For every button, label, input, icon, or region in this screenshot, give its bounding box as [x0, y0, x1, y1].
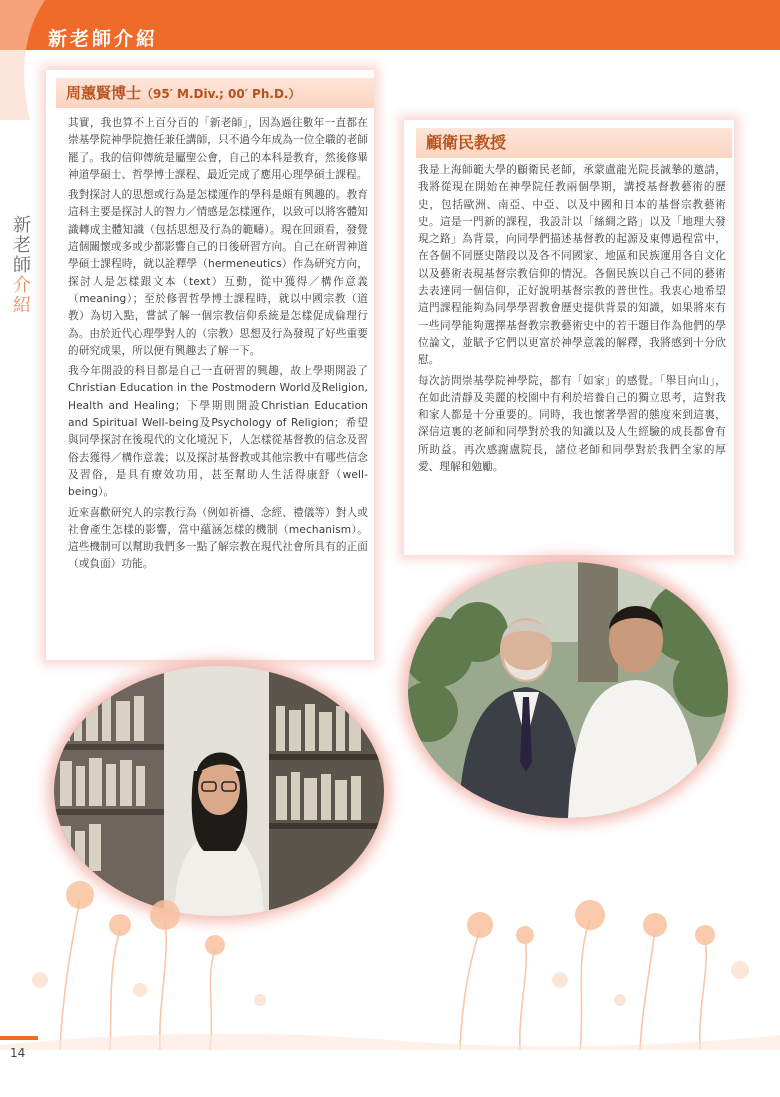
left-paragraph-3: 我今年開設的科目都是自己一直研習的興趣，故上學期開設了Christian Education in the Postmodern World及Religion, Health and Healing；下學期則開設Christian Education and Spiritual Well-being及Psychology of Religion；希望與同學探討在後現代的文化境況下，人怎樣從基督教的信念及習俗去獲得／構作意義；以及探討基督教或其他宗教中有哪些信念及習俗，是具有療效功用，甚至幫助人生活得康舒（well-being）。 — [68, 365, 368, 499]
left-paragraph-2: 我對探討人的思想或行為是怎樣運作的學科是頗有興趣的。教育這科主要是探討人的智力／情感是怎樣運作，以致可以將客體知識轉成主體知識（包括思想及行為的範疇）。現在回頭看，發覺這個關懷或多或少都影響自己的日後研習方向。自己在研習神道學碩士課程時，就以詮釋學（hermeneutics）作為研究方向，探討人是怎樣跟文本（text）互動，從中獲得／構作意義（meaning）；至於修習哲學博士課程時，就以中國宗教（道教）為切入點，嘗試了解一個宗教信仰系統是怎樣促成倫理行為。由於近代心理學對人的（宗教）思想及行為發現了好些重要的研究成果，所以便有興趣去了解一下。 — [68, 189, 368, 357]
left-profile-title — [56, 78, 374, 108]
left-paragraph-4: 近來喜歡研究人的宗教行為（例如祈禱、念經、禮儀等）對人或社會產生怎樣的影響，當中蘊涵怎樣的機制（mechanism）。這些機制可以幫助我們多一點了解宗教在現代社會所具有的正面（或負面）功能。 — [68, 506, 368, 571]
page-number-bar — [0, 1036, 38, 1040]
right-profile-body — [418, 162, 726, 479]
left-profile-body — [68, 115, 368, 577]
left-profile-degrees: （95′ M.Div.; 00′ Ph.D.） — [141, 87, 301, 101]
right-paragraph-1: 我是上海師範大學的顧衛民老師，承蒙盧龍光院長誠摯的邀請，我將從現在開始在神學院任教兩個學期，講授基督教藝術的歷史，包括歐洲、南亞、中亞、以及中國和日本的基督宗教藝術史。這是一門新的課程，我設計以「絲綢之路」以及「地理大發現之路」為背景，向同學們描述基督教的起源及東傳過程當中，在各個不同歷史階段以及各不同國家、地區和民族運用各自文化以及藝術表現基督宗教信仰的情況。各個民族以自己不同的藝術去表達同一個信仰，正好說明基督宗教的普世性。我衷心地希望這門課程能夠為同學學習教會歷史提供背景的知識，如果將來有一些同學能夠選擇基督教宗教藝術史中的若干題目作為他們的學位論文，並賦予它們以更富於神學意義的解釋，我將感到十分欣慰。 — [418, 164, 726, 367]
side-label — [10, 215, 32, 315]
left-profile-card — [46, 70, 374, 660]
right-profile-name: 顧衛民教授 — [426, 133, 507, 152]
right-profile-card — [404, 120, 734, 555]
side-label-light: 介紹 — [10, 275, 31, 315]
right-profile-title — [416, 128, 732, 158]
side-label-dark: 新老師 — [10, 215, 31, 275]
left-paragraph-1: 其實，我也算不上百分百的「新老師」，因為過往數年一直都在崇基學院神學院擔任兼任講師，只不過今年成為一位全職的老師罷了。我的信仰傳統是屬聖公會，自己的本科是教育，然後修畢神道學碩士、哲學博士課程、最近完成了應用心理學碩士課程。 — [68, 117, 368, 181]
floral-background-decoration — [0, 830, 780, 1050]
page-number: 14 — [10, 1046, 26, 1060]
section-title: 新老師介紹 — [48, 28, 159, 50]
two-teachers-photo — [408, 562, 728, 818]
left-profile-name: 周蕙賢博士 — [66, 84, 142, 102]
right-paragraph-2: 每次訪問崇基學院神學院，都有「如家」的感覺。「舉目向山」，在如此清靜及美麗的校園中有利於培養自己的獨立思考，這對我和家人都是十分重要的。同時，我也懷著學習的態度來到這裏，深信這裏的老師和同學對於我的知識以及人生經驗的成長都會有所助益。再次感謝盧院長，諸位老師和同學對於我們全家的厚愛、理解和勉勵。 — [418, 374, 726, 474]
